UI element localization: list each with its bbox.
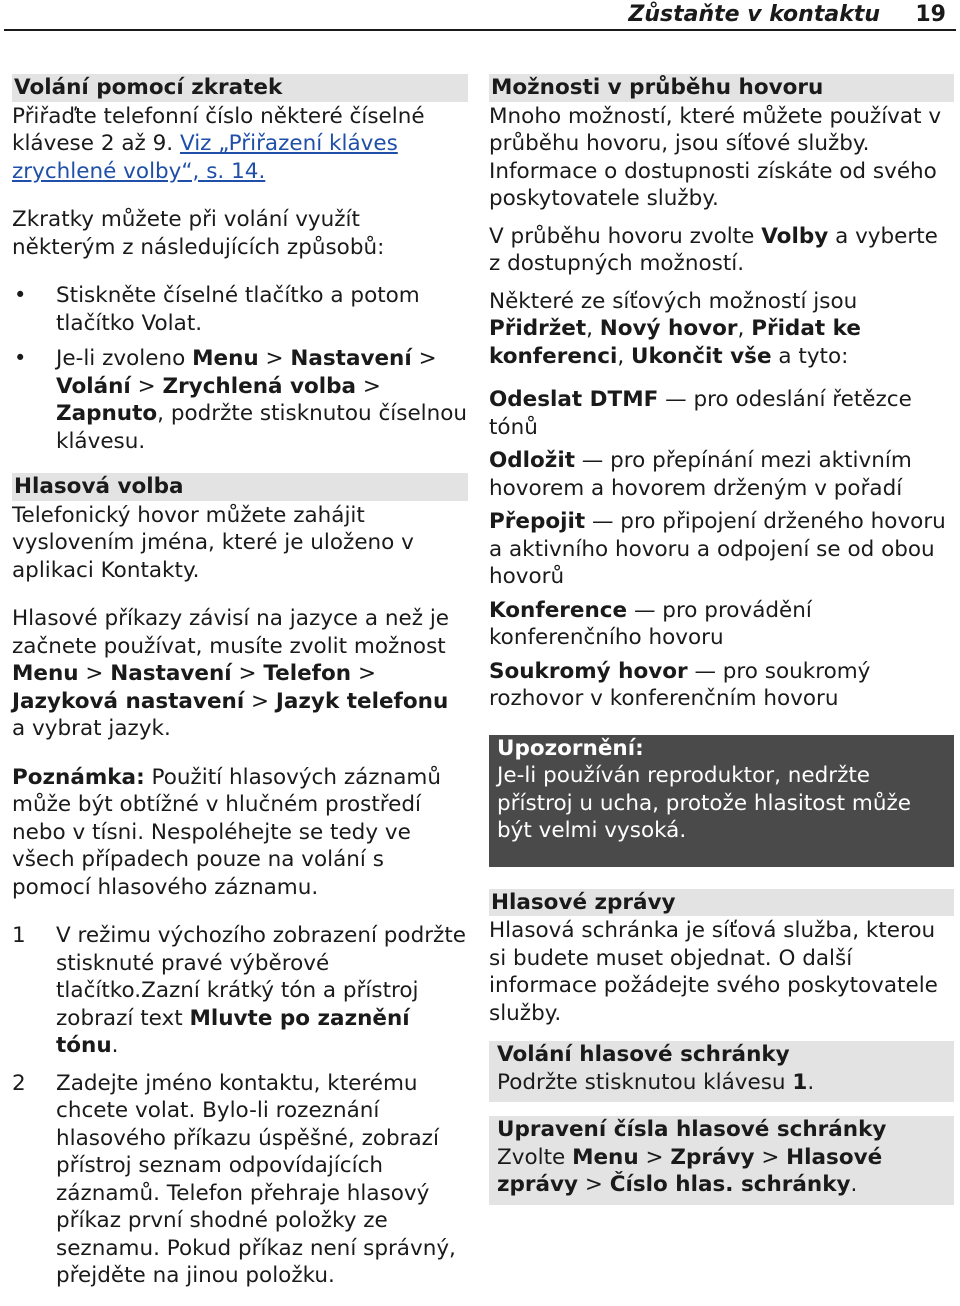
call-options-list: [489, 386, 954, 713]
list-item: • Je-li zvoleno Menu > Nastavení > Volání > Zrychlená volba > Zapnuto, podržte stisknutou číselnou klávesu.: [14, 346, 468, 454]
call-options-paragraph: Mnoho možností, které můžete používat v průběhu hovoru, jsou síťové služby. Informace o dostupnosti získáte od svého poskytovatele služby.: [489, 103, 942, 211]
option-item: Přepojit — pro připojení drženého hovoru a aktivního hovoru a odpojení se od obou hovorů: [489, 509, 946, 589]
voice-messages-paragraph: Hlasová schránka je síťová služba, kterou si budete muset objednat. O další informace požádejte svého poskytovatele služby.: [489, 918, 938, 1026]
option-item: Odložit — pro přepínání mezi aktivním hovorem a hovorem drženým v pořadí: [489, 448, 912, 501]
speed-dial-intro: Zkratky můžete při volání využít některým z následujících způsobů:: [12, 207, 385, 260]
speed-dial-reference-link[interactable]: Viz „Přiřazení kláves zrychlené volby“, s. 14.: [12, 131, 398, 184]
section-heading-call-options: Možnosti v průběhu hovoru: [489, 74, 954, 102]
voice-dial-paragraph: Telefonický hovor můžete zahájit vyslovením jména, které je uloženo v aplikaci Kontakty.: [12, 502, 414, 583]
network-options-paragraph: Některé ze síťových možností jsou Přidržet, Nový hovor, Přidat ke konferenci, Ukončit vše a tyto:: [489, 288, 861, 369]
step-number: 2: [12, 1070, 26, 1096]
header-rule: [4, 29, 956, 31]
section-heading-voice-dial: Hlasová volba: [12, 473, 468, 501]
note-label: Poznámka:: [12, 764, 145, 790]
warning-box: [489, 735, 954, 867]
voice-dial-steps: [12, 922, 468, 1290]
note-paragraph: Poznámka: Použití hlasových záznamů může být obtížné v hlučném prostředí nebo v tísni. Nespoléhejte se tedy ve všech případech pouze na volání s pomocí hlasového záznamu.: [12, 764, 441, 900]
option-item: Konference — pro provádění konferenčního hovoru: [489, 597, 812, 650]
page-number: 19: [915, 2, 946, 27]
speed-dial-methods-list: [12, 282, 468, 455]
step-item: 1 V režimu výchozího zobrazení podržte stisknuté pravé výběrové tlačítko.Zazní krátký tón a přístroj zobrazí text Mluvte po zaznění tónu.: [12, 923, 467, 1058]
speed-dial-paragraph: Přiřaďte telefonní číslo některé číselné klávese 2 až 9. Viz „Přiřazení kláves zrychlené volby“, s. 14.: [12, 103, 425, 184]
call-voicemail-paragraph: Podržte stisknutou klávesu 1.: [497, 1069, 815, 1095]
voice-commands-paragraph: Hlasové příkazy závisí na jazyce a než je začnete používat, musíte zvolit možnost Menu > Nastavení > Telefon > Jazyková nastavení > Jazyk telefonu a vybrat jazyk.: [12, 606, 450, 741]
section-heading-call-voicemail: Volání hlasové schránky: [497, 1041, 946, 1069]
step-item: 2 Zadejte jméno kontaktu, kterému chcete volat. Bylo-li rozeznání hlasového příkazu úspěšné, zobrazí přístroj seznam odpovídajících záznamů. Telefon přehraje hlasový příkaz první shodné položky ze seznamu. Pokud příkaz není správný, přejděte na jinou položku.: [12, 1070, 456, 1288]
warning-text: Je-li používán reproduktor, nedržte přístroj u ucha, protože hlasitost může být velmi vysoká.: [497, 763, 911, 843]
option-item: Odeslat DTMF — pro odeslání řetězce tónů: [489, 387, 912, 440]
warning-title: Upozornění:: [497, 735, 644, 761]
section-heading-voice-messages: Hlasové zprávy: [489, 889, 954, 917]
left-column: [12, 74, 468, 1300]
right-column: [489, 74, 954, 1219]
bullet-icon: •: [14, 283, 27, 307]
section-heading-edit-voicemail-number: Upravení čísla hlasové schránky: [497, 1116, 946, 1144]
page-header: [0, 0, 960, 30]
call-options-select-paragraph: V průběhu hovoru zvolte Volby a vyberte z dostupných možností.: [489, 223, 938, 276]
edit-voicemail-number-box: [489, 1116, 954, 1205]
step-number: 1: [12, 923, 26, 948]
option-item: Soukromý hovor — pro soukromý rozhovor v konferenčním hovoru: [489, 658, 871, 711]
bullet-icon: •: [14, 346, 27, 370]
chapter-title: Zůstaňte v kontaktu: [628, 2, 880, 27]
section-heading-speed-dial: Volání pomocí zkratek: [12, 74, 468, 102]
list-item: • Stiskněte číselné tlačítko a potom tlačítko Volat.: [14, 283, 420, 336]
call-voicemail-box: [489, 1041, 954, 1102]
edit-voicemail-number-paragraph: Zvolte Menu > Zprávy > Hlasové zprávy > Číslo hlas. schránky.: [497, 1144, 883, 1197]
